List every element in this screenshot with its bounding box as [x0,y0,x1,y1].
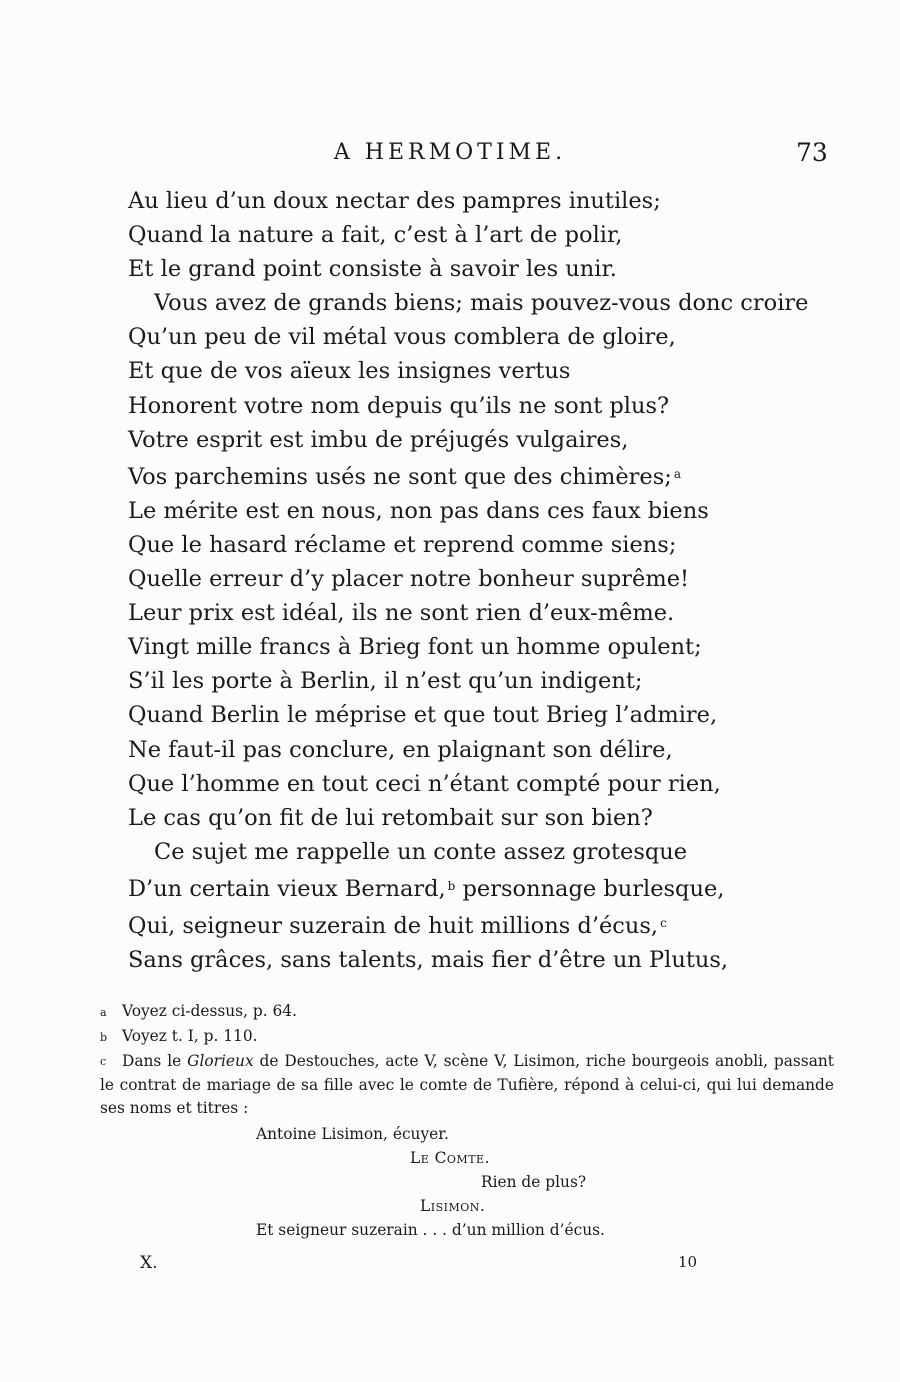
verse-text: Vingt mille francs à Brieg font un homme opulent; [128,634,702,661]
dialogue-line: Antoine Lisimon, écuyer. [256,1124,449,1143]
verse-line [128,389,848,423]
verse-line [128,664,848,698]
verse-text: Ne faut-il pas conclure, en plaignant son délire, [128,736,673,763]
dialogue-line: Rien de plus? [481,1172,587,1191]
footnotes [100,1000,834,1241]
dialogue-quote [100,1121,834,1241]
verse-line [128,835,848,869]
verse-line [128,494,848,528]
verse-line [128,733,848,767]
verse-text: Quand Berlin le méprise et que tout Brieg l’admire, [128,702,718,729]
dialogue-speaker: Lisimon. [420,1196,486,1215]
verse-line [128,184,848,218]
verse-line [128,218,848,252]
verse-line [128,943,848,977]
verse-text: Qui, seigneur suzerain de huit millions d’écus, [128,912,659,939]
running-title: A HERMOTIME. [333,140,567,165]
footnote-text-part: de Destouches, acte V, scène V, Lisimon, riche bourgeois anobli, passant le contrat de mariage de sa fille avec le comte de Tufière, répond à celui-ci, qui lui demande ses noms et titres : [100,1052,834,1117]
verse-text: Ce sujet me rappelle un conte assez grotesque [154,838,688,865]
footnote-c [100,1049,834,1241]
verse-text: Vos parchemins usés ne sont que des chimères; [128,463,672,490]
footnote-text: Voyez ci-dessus, p. 64. [122,1002,297,1020]
footnote-a [100,1000,834,1025]
verse-line [128,906,848,943]
verse-line [128,801,848,835]
verse-line [128,767,848,801]
verse-text: Vous avez de grands biens; mais pouvez-vous donc croire [154,290,809,317]
verse-line [128,252,848,286]
play-title: Glorieux [187,1052,254,1070]
verse-line [128,562,848,596]
footnote-b [100,1025,834,1050]
verse-line [128,320,848,354]
verse-text: Le mérite est en nous, non pas dans ces faux biens [128,497,709,524]
verse-text: D’un certain vieux Bernard, [128,875,446,902]
footnote-text [100,1049,834,1121]
footnote-reference: c [660,915,667,930]
verse-text: Honorent votre nom depuis qu’ils ne sont plus? [128,392,670,419]
verse-text: Sans grâces, sans talents, mais fier d’être un Plutus, [128,947,729,974]
footnote-mark: c [100,1055,107,1068]
page-number: 73 [796,138,828,167]
verse-line [128,596,848,630]
verse-line [128,869,848,906]
footnote-text-part: Dans le [122,1052,188,1070]
verse-text: Le cas qu’on fit de lui retombait sur son bien? [128,804,653,831]
verse-text: S’il les porte à Berlin, il n’est qu’un indigent; [128,668,643,695]
footnote-reference: b [447,878,456,893]
poem-verse [128,184,848,977]
verse-line [128,423,848,457]
dialogue-speaker: Le Comte. [410,1148,490,1167]
footnote-reference: a [673,466,681,481]
verse-text: Quelle erreur d’y placer notre bonheur suprême! [128,566,690,593]
verse-text: Leur prix est idéal, ils ne sont rien d’eux-même. [128,600,675,627]
signature-mark: X. [140,1253,158,1273]
verse-text: Votre esprit est imbu de préjugés vulgaires, [128,426,629,453]
footnote-text: Voyez t. I, p. 110. [122,1026,258,1045]
footnote-mark: a [100,1006,107,1019]
verse-line [128,698,848,732]
verse-text: Au lieu d’un doux nectar des pampres inutiles; [128,188,661,214]
verse-text: Que l’homme en tout ceci n’étant compté pour rien, [128,770,721,797]
footnote-mark: b [100,1030,108,1044]
verse-line [128,528,848,562]
verse-text: Et que de vos aïeux les insignes vertus [128,358,571,385]
verse-text: Quand la nature a fait, c’est à l’art de polir, [128,222,623,249]
verse-text: Que le hasard réclame et reprend comme siens; [128,531,677,558]
sheet-number: 10 [678,1253,698,1271]
verse-line [128,457,848,494]
dialogue-line: Et seigneur suzerain . . . d’un million d’écus. [256,1220,605,1239]
verse-text: personnage burlesque, [455,875,725,902]
verse-line [128,354,848,388]
verse-text: Qu’un peu de vil métal vous comblera de gloire, [128,324,676,351]
verse-line [128,286,848,320]
verse-line [128,630,848,664]
verse-text: Et le grand point consiste à savoir les unir. [128,256,617,283]
